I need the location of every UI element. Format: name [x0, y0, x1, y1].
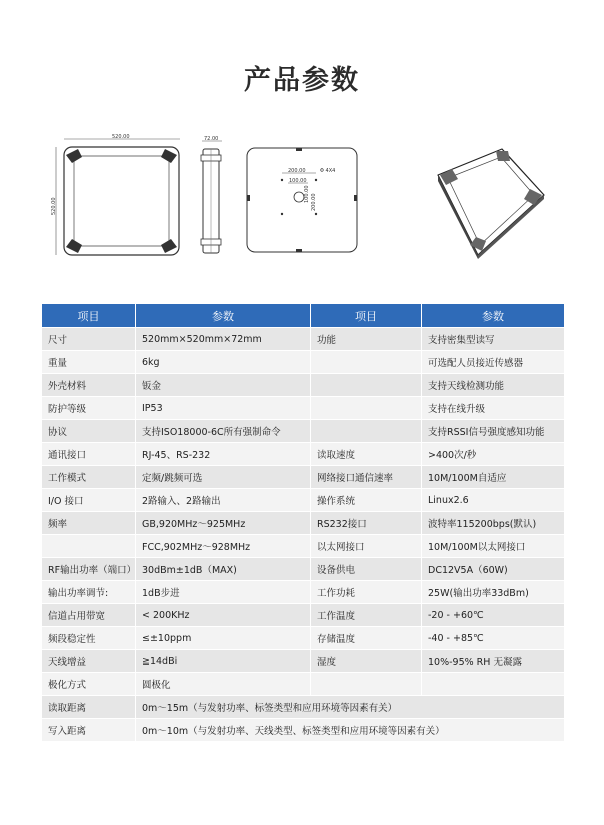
- row-value: 1dB步进: [135, 581, 310, 603]
- row-value: 10M/100M以太网接口: [421, 535, 564, 557]
- row-value: FCC,902MHz～928MHz: [135, 535, 310, 557]
- table-row: [42, 489, 564, 511]
- row-value: -40 - +85℃: [421, 627, 564, 649]
- row-label: 操作系统: [310, 489, 421, 511]
- row-value: < 200KHz: [135, 604, 310, 626]
- header-param-1: 参数: [135, 304, 310, 327]
- row-label: [310, 374, 421, 396]
- row-label: 信道占用带宽: [42, 604, 135, 626]
- side-view-drawing: [198, 135, 228, 257]
- row-value: [421, 673, 564, 695]
- row-value: ≤±10ppm: [135, 627, 310, 649]
- row-value: 30dBm±1dB（MAX): [135, 558, 310, 580]
- row-label: 湿度: [310, 650, 421, 672]
- row-value: 10%-95% RH 无凝露: [421, 650, 564, 672]
- row-label: RS232接口: [310, 512, 421, 534]
- back-200-label: 200.00: [288, 168, 306, 174]
- row-label: 以太网接口: [310, 535, 421, 557]
- spec-table-header: [42, 304, 564, 327]
- row-value: 0m～15m（与发射功率、标签类型和应用环境等因素有关）: [135, 696, 564, 718]
- row-label: 极化方式: [42, 673, 135, 695]
- back-hole-label: Φ 4X4: [320, 168, 336, 174]
- row-value: IP53: [135, 397, 310, 419]
- row-value: ≧14dBi: [135, 650, 310, 672]
- table-row: [42, 351, 564, 373]
- table-row: [42, 374, 564, 396]
- row-value: 2路输入、2路输出: [135, 489, 310, 511]
- table-row: [42, 696, 564, 718]
- row-label: 重量: [42, 351, 135, 373]
- table-row: [42, 719, 564, 741]
- row-label: 天线增益: [42, 650, 135, 672]
- back-200h-label: 200.00: [311, 193, 317, 211]
- row-value: RJ-45、RS-232: [135, 443, 310, 465]
- row-value: 10M/100M自适应: [421, 466, 564, 488]
- side-depth-label: 72.00: [204, 136, 219, 142]
- row-label: [42, 535, 135, 557]
- row-value: >400次/秒: [421, 443, 564, 465]
- row-label: 输出功率调节:: [42, 581, 135, 603]
- header-item-1: 项目: [42, 304, 135, 327]
- table-row: [42, 673, 564, 695]
- row-label: 频段稳定性: [42, 627, 135, 649]
- front-height-label: 520.00: [51, 197, 57, 215]
- front-width-label: 520.00: [112, 134, 130, 140]
- row-value: 定频/跳频可选: [135, 466, 310, 488]
- row-value: Linux2.6: [421, 489, 564, 511]
- front-view-drawing: [52, 135, 182, 257]
- table-row: [42, 420, 564, 442]
- back-100w-label: 100.00: [289, 178, 307, 184]
- row-value: 支持在线升级: [421, 397, 564, 419]
- row-value: 0m～10m（与发射功率、天线类型、标签类型和应用环境等因素有关）: [135, 719, 564, 741]
- table-row: [42, 328, 564, 350]
- row-label: 存储温度: [310, 627, 421, 649]
- table-row: [42, 443, 564, 465]
- row-label: 工作功耗: [310, 581, 421, 603]
- row-value: -20 - +60℃: [421, 604, 564, 626]
- row-label: 读取速度: [310, 443, 421, 465]
- row-value: 6kg: [135, 351, 310, 373]
- header-item-2: 项目: [310, 304, 421, 327]
- table-row: [42, 604, 564, 626]
- row-value: 520mm×520mm×72mm: [135, 328, 310, 350]
- row-label: 外壳材料: [42, 374, 135, 396]
- row-value: GB,920MHz～925MHz: [135, 512, 310, 534]
- row-label: [310, 420, 421, 442]
- row-value: 支持RSSI信号强度感知功能: [421, 420, 564, 442]
- row-label: 读取距离: [42, 696, 135, 718]
- table-row: [42, 397, 564, 419]
- back-100h-label: 100.00: [304, 185, 310, 203]
- row-value: 可选配人员接近传感器: [421, 351, 564, 373]
- table-row: [42, 512, 564, 534]
- row-value: 钣金: [135, 374, 310, 396]
- row-value: 支持密集型读写: [421, 328, 564, 350]
- table-row: [42, 535, 564, 557]
- perspective-view-drawing: [430, 145, 548, 257]
- product-drawings: [0, 135, 604, 265]
- row-label: RF输出功率（端口）: [42, 558, 135, 580]
- row-label: 通讯接口: [42, 443, 135, 465]
- row-label: [310, 351, 421, 373]
- row-label: I/O 接口: [42, 489, 135, 511]
- row-label: [310, 397, 421, 419]
- table-row: [42, 558, 564, 580]
- row-label: 工作温度: [310, 604, 421, 626]
- row-label: 协议: [42, 420, 135, 442]
- row-label: 网络接口通信速率: [310, 466, 421, 488]
- row-value: 圆极化: [135, 673, 310, 695]
- row-label: 频率: [42, 512, 135, 534]
- row-value: 支持ISO18000-6C所有强制命令: [135, 420, 310, 442]
- row-label: [310, 673, 421, 695]
- spec-table: [42, 303, 564, 742]
- row-label: 功能: [310, 328, 421, 350]
- table-row: [42, 466, 564, 488]
- header-param-2: 参数: [421, 304, 564, 327]
- table-row: [42, 650, 564, 672]
- page-title: 产品参数: [244, 65, 360, 96]
- row-label: 写入距离: [42, 719, 135, 741]
- row-value: 25W(输出功率33dBm): [421, 581, 564, 603]
- table-row: [42, 627, 564, 649]
- row-value: DC12V5A（60W): [421, 558, 564, 580]
- back-view-drawing: [244, 145, 360, 255]
- row-label: 工作模式: [42, 466, 135, 488]
- row-label: 防护等级: [42, 397, 135, 419]
- table-row: [42, 581, 564, 603]
- row-label: 设备供电: [310, 558, 421, 580]
- row-value: 支持天线检测功能: [421, 374, 564, 396]
- row-label: 尺寸: [42, 328, 135, 350]
- row-value: 波特率115200bps(默认): [421, 512, 564, 534]
